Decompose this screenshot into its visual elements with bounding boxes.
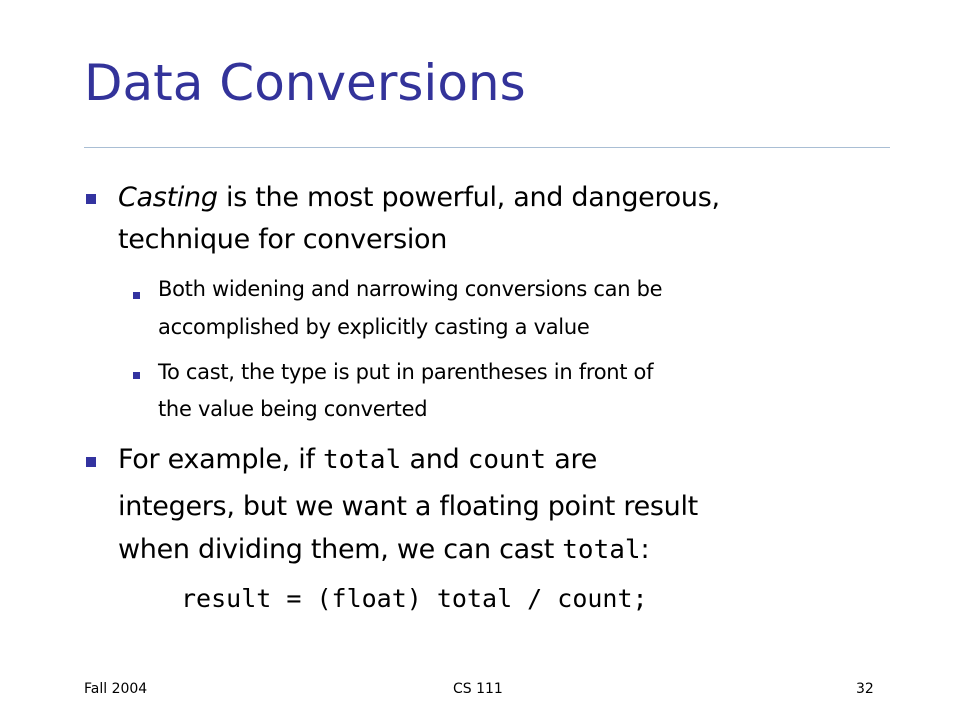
bullet-2-line-3-colon: : [640,534,650,565]
bullet-marker [86,194,96,204]
sub-bullet-2-line-2: the value being converted [158,397,428,421]
title-divider [84,147,890,148]
slide-title: Data Conversions [84,54,526,112]
bullet-1-line-1-rest: is the most powerful, and dangerous, [217,182,720,213]
code-total: total [562,535,641,565]
bullet-1-line-2: technique for conversion [118,224,448,255]
bullet-2-line-1 [118,442,597,478]
bullet-marker [86,457,96,467]
casting-italic: Casting [118,182,218,213]
bullet-2-text-b: and [401,444,468,475]
sub-bullet-1-line-2: accomplished by explicitly casting a value [158,315,590,339]
bullet-2-text-a: For example, if [118,444,323,475]
bullet-2-line-2: integers, but we want a floating point result [118,491,698,522]
sub-bullet-2-line-1: To cast, the type is put in parentheses in front of [158,360,654,384]
bullet-1-line-1 [118,180,720,216]
bullet-2-line-3-text: when dividing them, we can cast [118,534,563,565]
code-example: result = (float) total / count; [181,584,648,613]
footer-page-number: 32 [856,681,874,697]
sub-bullet-1-line-1: Both widening and narrowing conversions can be [158,277,663,301]
sub-bullet-marker [133,292,140,299]
code-total: total [322,445,402,475]
bullet-2-line-3 [118,532,649,568]
footer-center: CS 111 [453,681,503,697]
code-count: count [467,445,546,475]
sub-bullet-marker [133,372,140,379]
footer-left: Fall 2004 [84,681,148,697]
bullet-2-text-c: are [545,444,598,475]
